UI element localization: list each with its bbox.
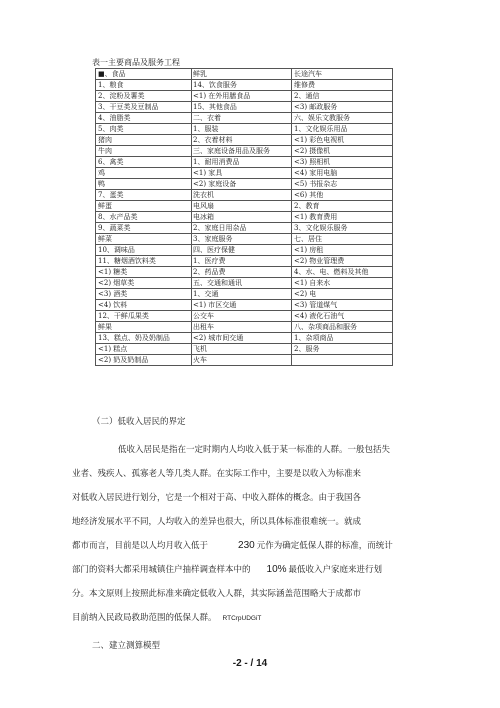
watermark-code: RTCrpUDGiT [222,615,262,622]
table-cell: 3、文化娱乐服务 [292,223,393,234]
paragraph-text: 元作为确定低保人群的标准，而统计 [256,541,393,551]
table-cell: 10、调味品 [96,245,192,256]
table-cell: <4) 家用电脑 [292,168,393,179]
table-cell: 电冰箱 [192,212,292,223]
table-cell: <1) 家具 [192,168,292,179]
table-cell: 5、肉类 [96,124,192,135]
table-cell: 飞机 [192,344,292,355]
paragraph-line [72,564,382,576]
paragraph-text: 最低收入户家庭来进行划 [288,565,383,575]
table-cell: <2) 摄像机 [292,146,393,157]
table-cell: <6) 其他 [292,190,393,201]
table-cell: <4) 液化石油气 [292,311,393,322]
table-cell: <5) 书报杂志 [292,179,393,190]
page-number: -2 - / 14 [232,658,268,669]
table-cell: 鲜乳 [192,69,292,80]
table-cell: 六、娱乐文教服务 [292,113,393,124]
table-cell: 3、干豆类及豆制品 [96,102,192,113]
table-caption: 表一主要商品及服务工程 [92,58,180,67]
table-cell: 鲜果 [96,322,192,333]
table-cell: 11、糖烟酒饮料类 [96,256,192,267]
table-cell: <1) 在外用膳食品 [192,91,292,102]
table-cell: <3) 酒类 [96,289,192,300]
paragraph-text: 目前纳入民政局救助范围的低保人群。 [72,613,217,623]
table-cell: <1) 房租 [292,245,393,256]
paragraph-line: 分。本文原则上按照此标准来确定低收入人群，其实际涵盖范围略大于成都市 [72,589,362,599]
table-cell: 电风扇 [192,201,292,212]
table-cell: 火车 [192,355,292,366]
paragraph-text: 都市而言，目前是以人均月收入低于 [72,541,209,551]
table-cell: 鲜菜 [96,234,192,245]
table-cell: 1、耐用消费品 [192,157,292,168]
table-cell: 14、饮食服务 [192,80,292,91]
table-cell: <2) 家庭设备 [192,179,292,190]
table-cell: 四、医疗保健 [192,245,292,256]
table-cell: 4、水、电、燃料及其他 [292,267,393,278]
table-cell: 15、其他食品 [192,102,292,113]
table-cell: <3) 管道煤气 [292,300,393,311]
table-cell: 12、干鲜瓜果类 [96,311,192,322]
table-cell: 3、家庭服务 [192,234,292,245]
paragraph-line: 低收入居民是指在一定时期内人均收入低于某一标准的人群。一般包括失 [118,445,391,455]
table-cell: <1) 糖类 [96,267,192,278]
table-cell: <1) 彩色电视机 [292,135,393,146]
table-cell: 洗衣机 [192,190,292,201]
table-cell: 长途汽车 [292,69,393,80]
table-cell: <3) 照相机 [292,157,393,168]
table-cell: <1) 教育费用 [292,212,393,223]
table-cell: 鸭 [96,179,192,190]
paragraph-line: 地经济发展水平不同，人均收入的差异也很大，所以具体标准很难统一。就成 [72,517,362,527]
table-cell: 9、蔬菜类 [96,223,192,234]
table-cell: 2、药品费 [192,267,292,278]
paragraph-line [72,540,393,552]
table-cell: 2、教育 [292,201,393,212]
table-cell: 2、家庭日用杂品 [192,223,292,234]
table-cell: <3) 邮政服务 [292,102,393,113]
table-cell: 2、衣着材料 [192,135,292,146]
table-cell: <1) 糕点 [96,344,192,355]
table-cell: 1、交通 [192,289,292,300]
table-cell: 维修费 [292,80,393,91]
section-heading-low-income: （二）低收入居民的界定 [92,417,186,427]
table-cell: 出租车 [192,322,292,333]
paragraph-line: 业者、残疾人、孤寡老人等几类人群。在实际工作中，主要是以收入为标准来 [72,469,362,479]
table-cell: 8、水产品类 [96,212,192,223]
table-cell: 1、医疗费 [192,256,292,267]
table-cell: 公交车 [192,311,292,322]
table-cell: 2、通信 [292,91,393,102]
table-cell: 6、禽类 [96,157,192,168]
table-cell: 牛肉 [96,146,192,157]
table-cell: 猪肉 [96,135,192,146]
table-cell: <1) 市区交通 [192,300,292,311]
table-cell: 1、粮食 [96,80,192,91]
sample-percent-value: 10% [266,564,287,575]
table-cell: 二、衣着 [192,113,292,124]
table-cell: <2) 烟草类 [96,278,192,289]
table-cell: 4、油脂类 [96,113,192,124]
table-cell: 7、蛋类 [96,190,192,201]
paragraph-text: 部门的资料大都采用城镇住户抽样调查样本中的 [72,565,251,575]
table-cell: 鲜蛋 [96,201,192,212]
table-cell: <2) 城市间交通 [192,333,292,344]
table-cell: 1、服装 [192,124,292,135]
income-threshold-value: 230 [238,540,255,551]
table-cell: 五、交通和通讯 [192,278,292,289]
table-cell: 13、糕点、奶及奶制品 [96,333,192,344]
table-cell: <2) 奶及奶制品 [96,355,192,366]
table-cell: 1、文化娱乐用品 [292,124,393,135]
table-cell: 七、居住 [292,234,393,245]
table-cell: 八、杂项商品和服务 [292,322,393,333]
table-cell: 三、家庭设备用品及服务 [192,146,292,157]
paragraph-line: 对低收入居民进行划分，它是一个相对于高、中收入群体的概念。由于我国各 [72,493,362,503]
section-heading-model: 二、建立测算模型 [92,641,161,651]
paragraph-line [72,612,261,625]
table-cell: <4) 饮料 [96,300,192,311]
table-cell: ■、食品 [96,69,192,80]
table-cell: 鸡 [96,168,192,179]
table-cell: <2) 电 [292,289,393,300]
table-cell: 2、服务 [292,344,393,355]
table-cell: <1) 自来水 [292,278,393,289]
table-cell: 2、淀粉及薯类 [96,91,192,102]
table-cell: <2) 物业管理费 [292,256,393,267]
table-cell: 1、杂项商品 [292,333,393,344]
